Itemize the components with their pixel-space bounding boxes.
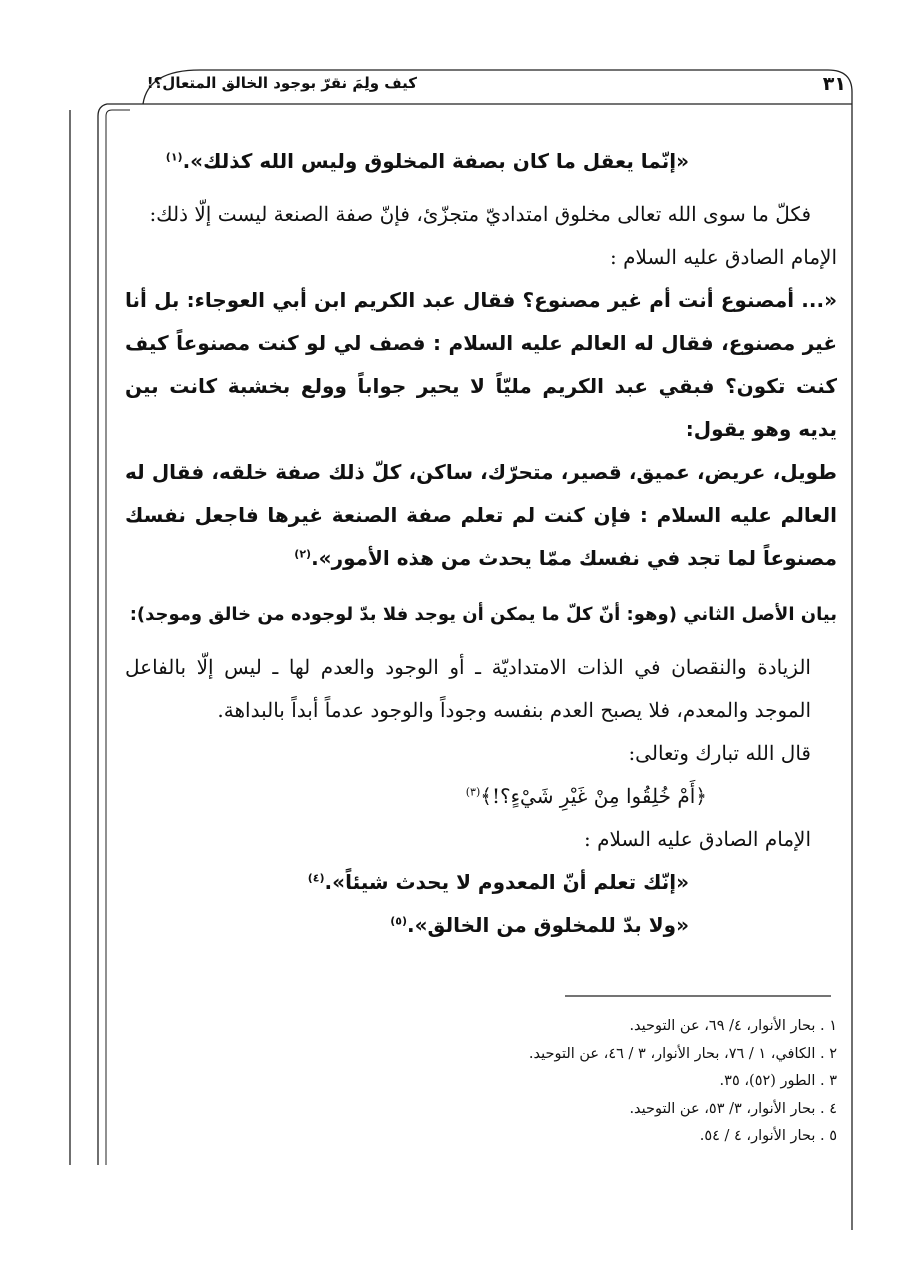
- quote-paragraph: «إنّما يعقل ما كان بصفة المخلوق وليس الله كذلك».$^{(١)}$: [165, 149, 689, 173]
- quote-paragraph: طويل، عريض، عميق، قصير، متحرّك، ساكن، كلّ ذلك صفة خلقه، فقال له العالم عليه السلام : فإن كنت لم تعلم صفة الصنعة غيرها فاجعل نفسك مصنوعاً لما تجد في نفسك ممّا يحدث من هذه الأمور».$^{(٢)}$: [125, 460, 837, 570]
- speaker-line: الإمام الصادق عليه السلام :: [610, 245, 837, 269]
- quote-paragraph: «إنّك تعلم أنّ المعدوم لا يحدث شيئاً».$^{(٤)}$: [307, 870, 689, 894]
- footnote-item: ٣ . الطور (٥٢)، ٣٥.: [719, 1073, 837, 1089]
- quran-verse: ﴿أَمْ خُلِقُوا مِنْ غَيْرِ شَيْءٍ؟!﴾$^{(٣)}$: [465, 784, 707, 808]
- speaker-line: الإمام الصادق عليه السلام :: [584, 827, 811, 851]
- footnote-ref: (١): [165, 150, 183, 164]
- footnote-item: ٥ . بحار الأنوار، ٤ / ٥٤.: [699, 1128, 837, 1144]
- running-header-title: كيف ولِمَ نقرّ بوجود الخالق المتعال؟!: [146, 74, 417, 92]
- main-text: [125, 140, 837, 947]
- footnote-ref: (٢): [294, 547, 312, 561]
- section-heading: بيان الأصل الثاني (وهو: أنّ كلّ ما يمكن أن يوجد فلا بدّ لوجوده من خالق وموجد):: [129, 604, 837, 625]
- footnote-item: ١ . بحار الأنوار، ٤/ ٦٩، عن التوحيد.: [629, 1018, 837, 1034]
- quote-paragraph: «... أمصنوع أنت أم غير مصنوع؟ فقال عبد الكريم ابن أبي العوجاء: بل أنا غير مصنوع، فقال له العالم عليه السلام : فصف لي لو كنت مصنوعاً كيف كنت تكون؟ فبقي عبد الكريم مليّاً لا يحير جواباً وولع بخشبة كانت بين يديه وهو يقول:: [125, 288, 837, 441]
- body-paragraph: الزيادة والنقصان في الذات الامتداديّة ـ أو الوجود والعدم لها ـ ليس إلّا بالفاعل الموجد والمعدم، فلا يصبح العدم بنفسه وجوداً والوجود عدماً أبداً بالبداهة.: [125, 655, 811, 722]
- body-paragraph: فكلّ ما سوى الله تعالى مخلوق امتداديّ متجزّئ، فإنّ صفة الصنعة ليست إلّا ذلك:: [149, 202, 811, 226]
- footnote-item: ٢ . الكافي، ١ / ٧٦، بحار الأنوار، ٣ / ٤٦، عن التوحيد.: [528, 1045, 837, 1062]
- quote-paragraph: «ولا بدّ للمخلوق من الخالق».$^{(٥)}$: [390, 913, 689, 937]
- body-paragraph: قال الله تبارك وتعالى:: [628, 741, 811, 765]
- footnote-item: ٤ . بحار الأنوار، ٣/ ٥٣، عن التوحيد.: [629, 1100, 837, 1117]
- footnotes: [377, 1013, 837, 1151]
- footnote-ref: (٣): [465, 785, 481, 799]
- footnote-ref: (٤): [307, 871, 325, 885]
- page-number: ٣١: [822, 73, 846, 95]
- footnote-ref: (٥): [390, 914, 408, 928]
